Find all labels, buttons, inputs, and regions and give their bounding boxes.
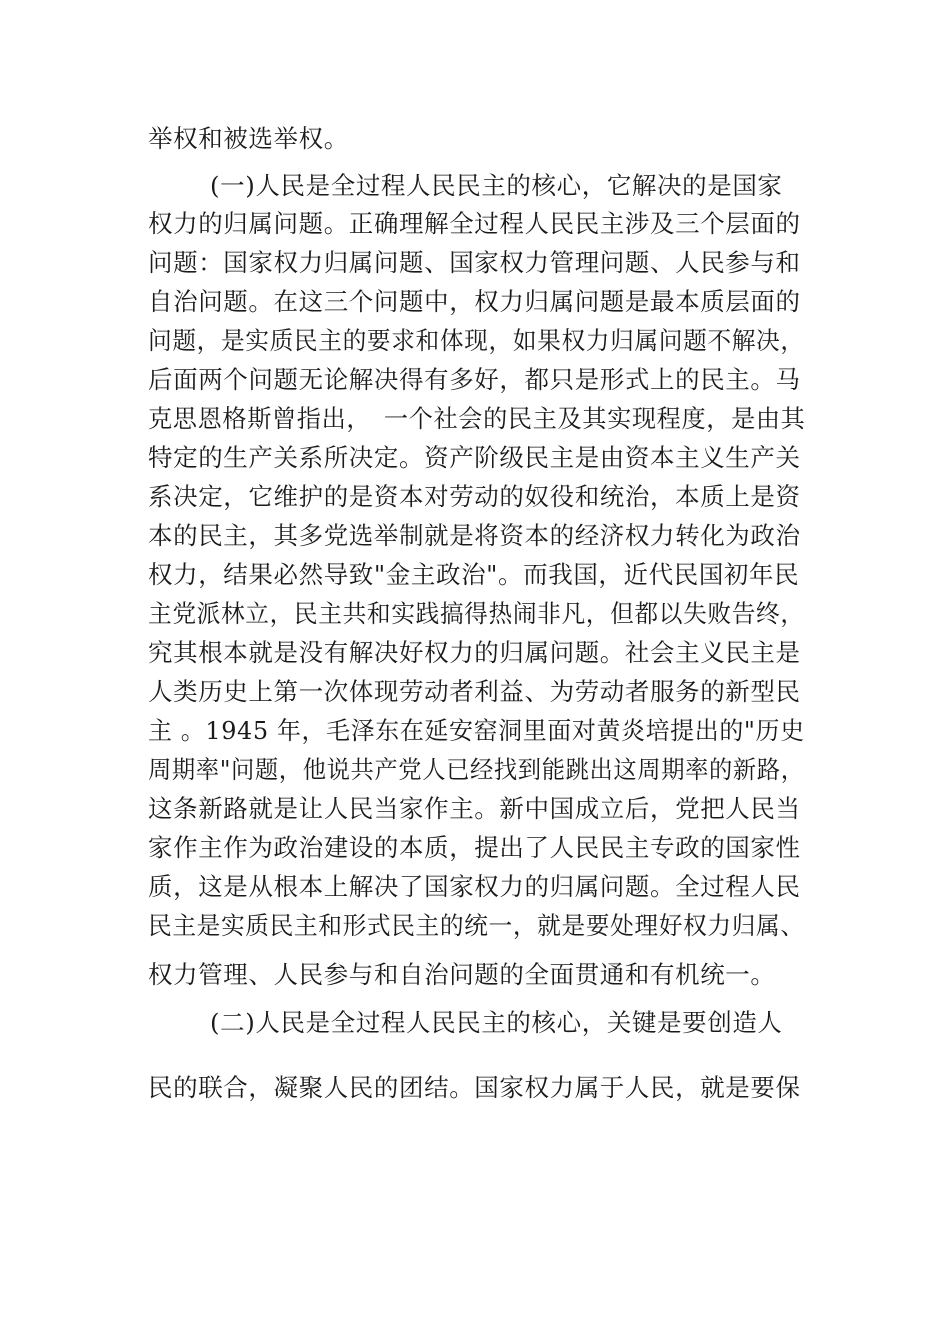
text-line: 主党派林立，民主共和实践搞得热闹非凡，但都以失败告终， bbox=[148, 599, 805, 628]
text-line: 民主是实质民主和形式民主的统一，就是要处理好权力归属、 bbox=[148, 911, 805, 940]
text-line: 主 。1945 年，毛泽东在延安窑洞里面对黄炎培提出的"历史 bbox=[148, 716, 805, 745]
text-line: 后面两个问题无论解决得有多好，都只是形式上的民主。马 bbox=[148, 365, 801, 394]
text-line: 问题，是实质民主的要求和体现，如果权力归属问题不解决， bbox=[148, 326, 805, 355]
text-line: 究其根本就是没有解决好权力的归属问题。社会主义民主是 bbox=[148, 638, 801, 667]
text-line: 家作主作为政治建设的本质，提出了人民民主专政的国家性 bbox=[148, 833, 801, 862]
paragraph-1-first-line: (一)人民是全过程人民民主的核心，它解决的是国家 bbox=[210, 171, 783, 200]
text-line: 特定的生产关系所决定。资产阶级民主是由资本主义生产关 bbox=[148, 443, 801, 472]
text-line: 民的联合，凝聚人民的团结。国家权力属于人民，就是要保 bbox=[148, 1073, 801, 1102]
paragraph-2-first-line: (二)人民是全过程人民民主的核心，关键是要创造人 bbox=[210, 1008, 783, 1037]
text-line: 这条新路就是让人民当家作主。新中国成立后，党把人民当 bbox=[148, 794, 801, 823]
text-line: 权力管理、人民参与和自治问题的全面贯通和有机统一。 bbox=[148, 960, 776, 989]
text-line: 人类历史上第一次体现劳动者利益、为劳动者服务的新型民 bbox=[148, 677, 801, 706]
text-line: 权力的归属问题。正确理解全过程人民民主涉及三个层面的 bbox=[148, 209, 801, 238]
text-line: 权力，结果必然导致"金主政治"。而我国，近代民国初年民 bbox=[148, 560, 800, 589]
text-line: 举权和被选举权。 bbox=[148, 124, 349, 153]
text-line: 系决定，它维护的是资本对劳动的奴役和统治，本质上是资 bbox=[148, 482, 801, 511]
text-line: 问题：国家权力归属问题、国家权力管理问题、人民参与和 bbox=[148, 248, 801, 277]
text-line: 自治问题。在这三个问题中，权力归属问题是最本质层面的 bbox=[148, 287, 801, 316]
text-line: 质，这是从根本上解决了国家权力的归属问题。全过程人民 bbox=[148, 872, 801, 901]
text-line: 本的民主，其多党选举制就是将资本的经济权力转化为政治 bbox=[148, 521, 801, 550]
text-line: 周期率"问题，他说共产党人已经找到能跳出这周期率的新路， bbox=[148, 755, 805, 784]
text-line: 克思恩格斯曾指出， 一个社会的民主及其实现程度，是由其 bbox=[148, 404, 806, 433]
